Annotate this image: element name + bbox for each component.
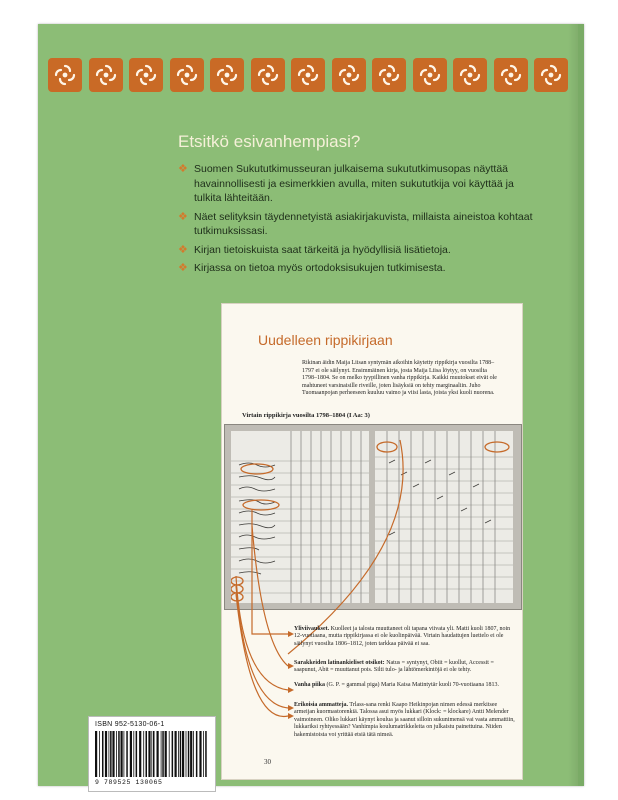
annotation-professions (294, 702, 516, 739)
annotation-title: Sarakkeiden latinankieliset otsikot: (294, 660, 385, 666)
register-right-page (375, 431, 513, 603)
diamond-bullet-icon: ❖ (178, 243, 188, 256)
spiral-ornament-icon (453, 58, 487, 92)
sample-page-intro: Rikinan äidin Maija Liisan syntymän aikoihin käytetty rippikirja vuosilta 1788–1797 ei ole säilynyt. Ensimmäinen kirja, josta Maija Liisa löytyy, on vuosilta 1798–1804. Se on melko tyypillinen vanha rippikirja. Kaikki muutokset eivät ole mahtuneet varsinaisille riveille, joten lisäyksiä on tehty marginaaliin. Juho Tuomaanpojan perheeseen kuuluu vaimo ja viisi lasta, joista yksi kuoli nuorena. (302, 360, 497, 397)
feature-text: Kirjan tietoiskuista saat tärkeitä ja hyödyllisiä lisätietoja. (194, 243, 451, 256)
spiral-ornament-icon (534, 58, 568, 92)
annotation-text: (G. P. = gammal piga) Maria Kaisa Matintytär kuoli 70-vuotiaana 1813. (326, 682, 499, 688)
annotation-title: Vanha piika (294, 682, 325, 688)
spiral-ornament-icon (291, 58, 325, 92)
feature-text: Kirjassa on tietoa myös ortodoksisukujen tutkimisesta. (194, 262, 446, 274)
book-back-cover (38, 24, 584, 786)
spiral-ornament-icon (170, 58, 204, 92)
feature-item (178, 210, 538, 239)
spiral-ornament-icon (251, 58, 285, 92)
annotation-latin-headers (294, 660, 516, 675)
isbn-barcode (88, 716, 216, 792)
page-number: 30 (264, 758, 271, 766)
ornament-row (48, 58, 568, 102)
feature-list (178, 162, 538, 280)
spiral-ornament-icon (129, 58, 163, 92)
register-left-page (231, 431, 369, 603)
annotation-strike-throughs (294, 626, 516, 648)
feature-item (178, 162, 538, 206)
annotation-text: Trlass-sana renki Kaapo Heikinpojan nimen edessä merkitsee armeijan kuormastorenkiä. Talossa asui myös lukkari (Klock: = klockare) Antti Melender vaimoineen. Olikо lukkari käynyt koulua ja saanut silloin sukunimensä vai vasta ammattiin, lukkariksi ryhtyessään? Vanhimpia koulumatrikkeleita on julkaistu painettuina. Niiden hakemistoista voi yrittää etsiä tätä nimeä. (294, 702, 515, 738)
feature-text: Suomen Sukututkimusseuran julkaisema sukututkimusopas näyttää havainnollisesti ja esimerkkien avulla, miten sukututkija voi käyttää ja tulkita lähteitään. (194, 163, 514, 204)
sample-page (221, 303, 523, 780)
feature-item (178, 243, 538, 258)
diamond-bullet-icon: ❖ (178, 262, 188, 274)
diamond-bullet-icon: ❖ (178, 210, 188, 223)
spiral-ornament-icon (372, 58, 406, 92)
parish-register-scan (224, 424, 522, 610)
isbn-label: ISBN 952-5130-06-1 (95, 721, 165, 728)
diamond-bullet-icon: ❖ (178, 163, 188, 175)
spiral-ornament-icon (413, 58, 447, 92)
cover-heading: Etsitkö esivanhempiasi? (178, 132, 361, 151)
spiral-ornament-icon (494, 58, 528, 92)
spine-shade (568, 24, 578, 786)
barcode-bars (95, 731, 209, 777)
spiral-ornament-icon (48, 58, 82, 92)
annotation-text: Natus = syntynyt, Obiit = kuollut, Accessit = saapunut, Abit = muuttanut pois. Silti tulo- ja lähtömerkintöjä ei ole tehty. (294, 660, 494, 674)
annotation-text: Kuolleet ja talosta muuttaneet oli tapana viivata yli. Matti kuoli 1807, noin 12-vuotiaana, mutta rippikirjassa ei ole kuolinpäivää. Virtain haudattujen luettelo ei ole säilynyt vuosilta 1806–1812, joten tarkkaa päivää ei saa. (294, 626, 511, 647)
annotation-old-maid (294, 682, 516, 689)
barcode-digits: 9 789525 130065 (95, 779, 163, 786)
spiral-ornament-icon (332, 58, 366, 92)
scan-caption: Virtain rippikirja vuosilta 1798–1804 (I Aa: 3) (242, 412, 370, 419)
annotation-title: Erikoisia ammatteja. (294, 702, 348, 708)
feature-text: Näet selityksin täydennetyistä asiakirjakuvista, millaista aineistoa kohtaat tutkimuksissasi. (194, 210, 533, 237)
spiral-ornament-icon (210, 58, 244, 92)
spiral-ornament-icon (89, 58, 123, 92)
feature-item (178, 261, 538, 276)
sample-page-title: Uudelleen rippikirjaan (258, 332, 393, 348)
annotation-title: Yliviivaukset. (294, 626, 330, 632)
